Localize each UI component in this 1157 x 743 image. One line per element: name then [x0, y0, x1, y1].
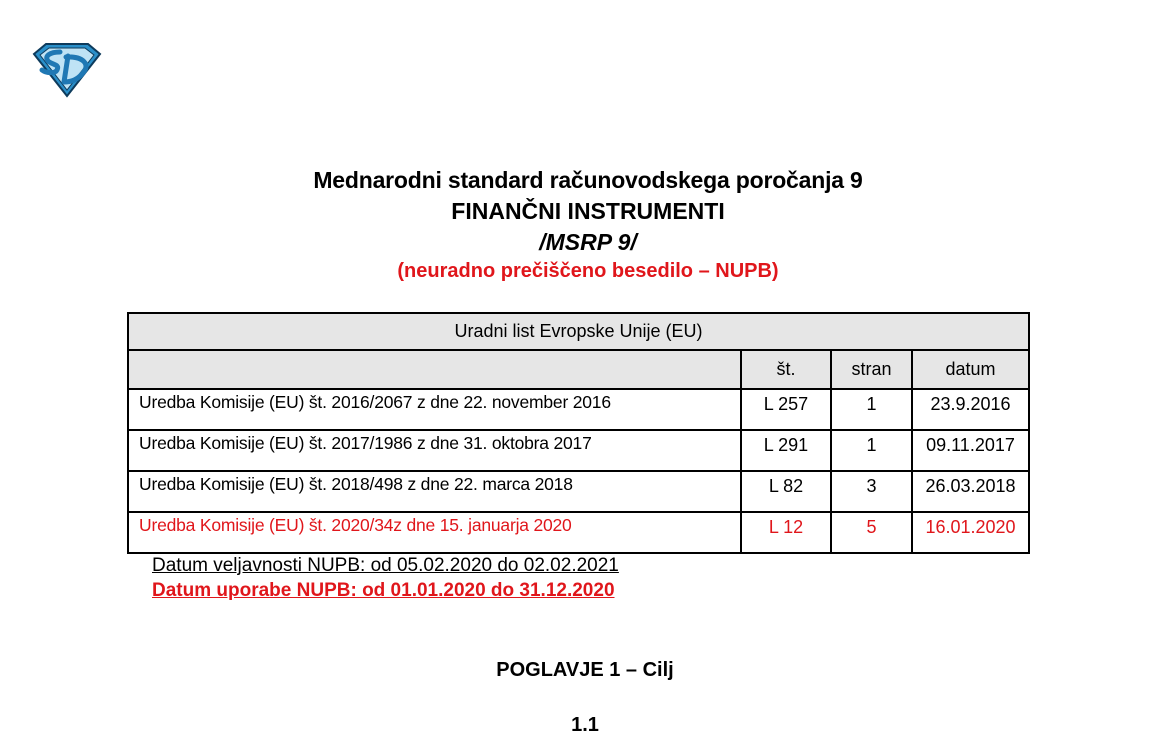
official-journal-table	[127, 312, 1030, 554]
row-page: 1	[831, 430, 912, 471]
document-title: Mednarodni standard računovodskega poročanja 9	[313, 167, 863, 193]
table-row	[128, 389, 1029, 430]
header-number: št.	[741, 350, 831, 389]
document-subject: FINANČNI INSTRUMENTI	[451, 198, 725, 224]
table-row-highlighted	[128, 512, 1029, 553]
section-number: 1.1	[571, 714, 599, 736]
row-number: L 12	[741, 512, 831, 553]
row-page: 1	[831, 389, 912, 430]
usage-period: Datum uporabe NUPB: od 01.01.2020 do 31.12.2020	[152, 580, 615, 601]
document-code: /MSRP 9/	[539, 229, 637, 255]
logo-icon	[30, 40, 104, 100]
row-number: L 82	[741, 471, 831, 512]
row-date: 16.01.2020	[912, 512, 1029, 553]
row-page: 3	[831, 471, 912, 512]
table-row	[128, 430, 1029, 471]
validity-period: Datum veljavnosti NUPB: od 05.02.2020 do 02.02.2021	[152, 555, 619, 576]
row-description: Uredba Komisije (EU) št. 2020/34z dne 15. januarja 2020	[128, 512, 741, 553]
row-description: Uredba Komisije (EU) št. 2018/498 z dne 22. marca 2018	[128, 471, 741, 512]
row-description: Uredba Komisije (EU) št. 2017/1986 z dne 31. oktobra 2017	[128, 430, 741, 471]
row-date: 26.03.2018	[912, 471, 1029, 512]
header-page: stran	[831, 350, 912, 389]
header-date: datum	[912, 350, 1029, 389]
row-page: 5	[831, 512, 912, 553]
row-number: L 291	[741, 430, 831, 471]
row-description: Uredba Komisije (EU) št. 2016/2067 z dne 22. november 2016	[128, 389, 741, 430]
table-caption: Uradni list Evropske Unije (EU)	[128, 313, 1029, 350]
row-date: 09.11.2017	[912, 430, 1029, 471]
header-description	[128, 350, 741, 389]
row-number: L 257	[741, 389, 831, 430]
table-row	[128, 471, 1029, 512]
chapter-heading: POGLAVJE 1 – Cilj	[496, 659, 674, 681]
document-subtitle: (neuradno prečiščeno besedilo – NUPB)	[397, 260, 779, 282]
row-date: 23.9.2016	[912, 389, 1029, 430]
